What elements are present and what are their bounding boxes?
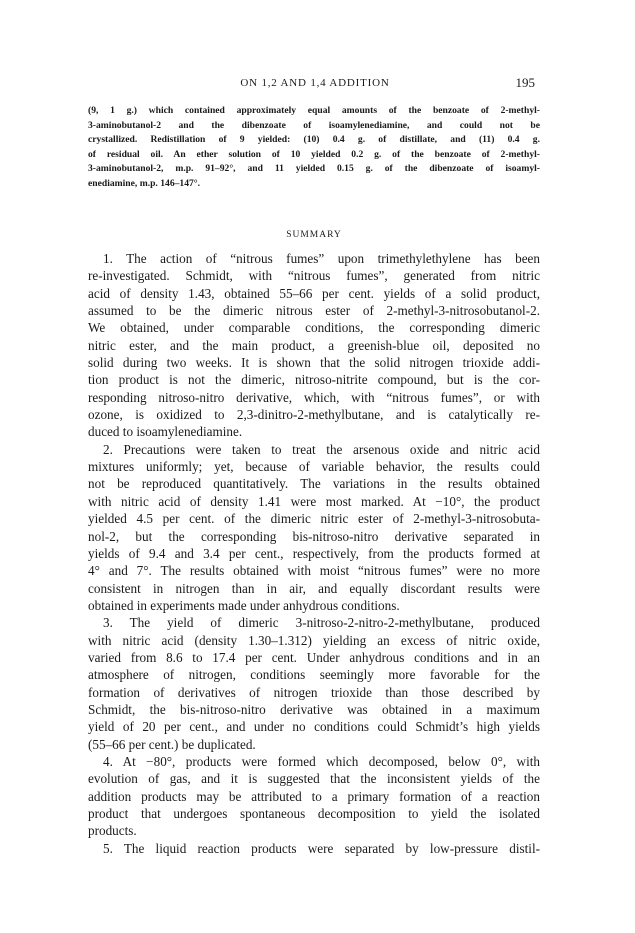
text-line: of residual oil. An ether solution of 10 yielded 0.2 g. of the benzoate of 2-methyl-: [88, 148, 540, 160]
text-line: nol-2, but the corresponding bis-nitroso-nitro derivative separated in: [88, 528, 540, 544]
text-line: 4. At −80°, products were formed which decomposed, below 0°, with: [103, 753, 540, 769]
text-line: 3-aminobutanol-2 and the dibenzoate of isoamylenediamine, and could not be: [88, 119, 540, 131]
page-number: 195: [515, 75, 535, 90]
text-line: We obtained, under comparable conditions, the corresponding dimeric: [88, 320, 540, 336]
text-line: tion product is not the dimeric, nitroso-nitrite compound, but is the cor-: [88, 372, 540, 388]
text-line: nitric ester, and the main product, a greenish-blue oil, deposited no: [88, 337, 540, 353]
text-line: products.: [88, 823, 137, 839]
text-line: yield of 20 per cent., and under no conditions could Schmidt’s high yields: [88, 719, 540, 735]
text-line: atmosphere of nitrogen, conditions seemingly more favorable for the: [88, 667, 540, 683]
text-line: product that undergoes spontaneous decomposition to yield the isolated: [88, 806, 540, 821]
text-line: with nitric acid of density 1.41 were most marked. At −10°, the product: [88, 493, 540, 509]
text-line: Schmidt, the bis-nitroso-nitro derivative was obtained in a maximum: [88, 701, 540, 717]
text-line: consistent in nitrogen than in air, and equally discordant results were: [88, 580, 540, 596]
text-line: mixtures uniformly; yet, because of variable behavior, the results could: [88, 459, 540, 475]
page-header: [95, 75, 535, 95]
text-line: 3-aminobutanol-2, m.p. 91–92°, and 11 yielded 0.15 g. of the dibenzoate of isoamyl-: [88, 163, 540, 174]
text-line: addition products may be attributed to a primary formation of a reaction: [88, 788, 540, 804]
text-line: (55–66 per cent.) be duplicated.: [88, 736, 256, 752]
text-line: 3. The yield of dimeric 3-nitroso-2-nitro-2-methylbutane, produced: [103, 615, 540, 631]
text-line: obtained in experiments made under anhydrous conditions.: [88, 597, 400, 613]
summary-body: [88, 250, 540, 857]
text-line: re-investigated. Schmidt, with “nitrous fumes”, generated from nitric: [88, 268, 540, 284]
text-line: ozone, is oxidized to 2,3-dinitro-2-methylbutane, and is catalytically re-: [88, 407, 540, 423]
text-line: 5. The liquid reaction products were separated by low-pressure distil-: [103, 840, 540, 856]
text-line: yields of 9.4 and 3.4 per cent., respectively, from the products formed at: [88, 545, 540, 561]
text-line: assumed to be the dimeric nitrous ester of 2-methyl-3-nitrosobutanol-2.: [88, 303, 540, 319]
text-line: 4° and 7°. The results obtained with moist “nitrous fumes” were no more: [88, 563, 540, 579]
text-line: 2. Precautions were taken to treat the arsenous oxide and nitric acid: [103, 441, 540, 457]
text-line: 1. The action of “nitrous fumes” upon trimethylethylene has been: [103, 251, 540, 266]
text-line: varied from 8.6 to 17.4 per cent. Under anhydrous conditions and in an: [88, 649, 540, 665]
text-line: acid of density 1.43, obtained 55–66 per cent. yields of a solid product,: [88, 285, 540, 301]
text-line: duced to isoamylenediamine.: [88, 424, 243, 440]
running-title: ON 1,2 AND 1,4 ADDITION: [240, 77, 390, 89]
text-line: responding nitroso-nitro derivative, which, with “nitrous fumes”, or with: [88, 389, 540, 405]
text-line: evolution of gas, and it is suggested that the inconsistent yields of the: [88, 771, 540, 787]
text-line: with nitric acid (density 1.30–1.312) yielding an excess of nitric oxide,: [88, 632, 540, 648]
text-line: enediamine, m.p. 146–147°.: [88, 177, 201, 189]
text-line: crystallized. Redistillation of 9 yielded: (10) 0.4 g. of distillate, and (11) 0.4 g.: [88, 134, 540, 145]
experimental-paragraph: [88, 104, 540, 191]
text-line: yielded 4.5 per cent. of the dimeric nitric ester of 2-methyl-3-nitrosobuta-: [88, 511, 540, 527]
text-line: formation of derivatives of nitrogen trioxide than those described by: [88, 684, 540, 700]
text-line: solid during two weeks. It is shown that the solid nitrogen trioxide addi-: [88, 355, 540, 371]
summary-heading: SUMMARY: [286, 230, 342, 240]
text-line: not be reproduced quantitatively. The variations in the results obtained: [88, 476, 540, 492]
text-line: (9, 1 g.) which contained approximately equal amounts of the benzoate of 2-methyl-: [88, 105, 540, 116]
